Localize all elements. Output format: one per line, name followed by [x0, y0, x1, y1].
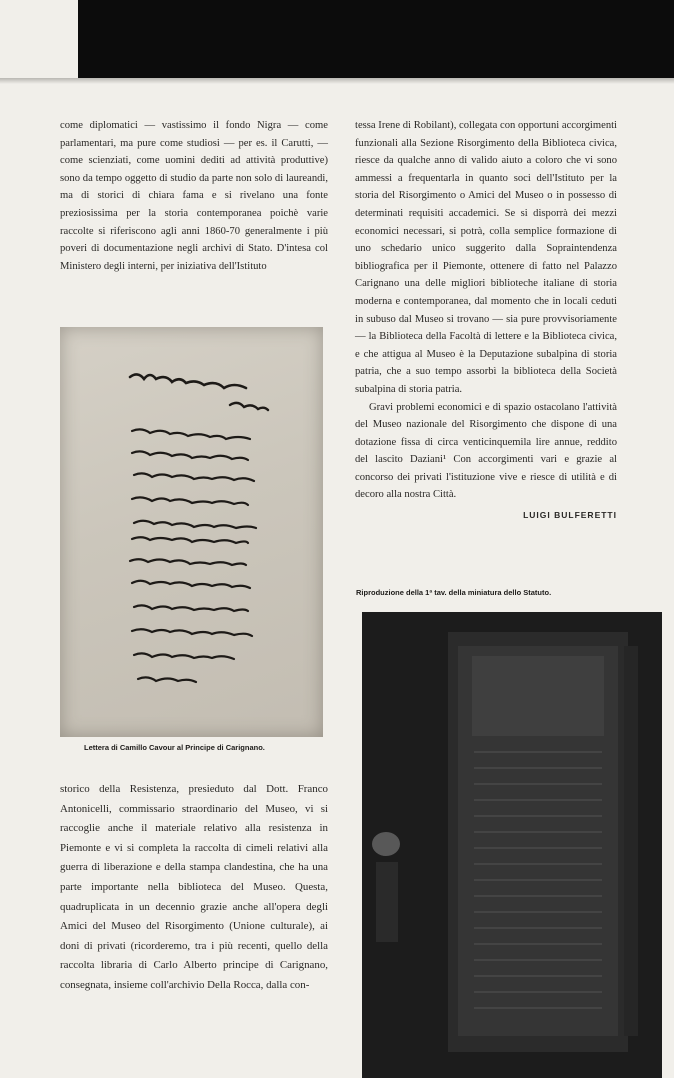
top-dark-band — [78, 0, 674, 78]
page-edge-shadow — [0, 78, 674, 84]
left-column-top-text: come diplomatici — vastissimo il fondo Nigra — come parlamentari, ma pure come studiosi — per es. il Carutti, — come scienziati, come uomini dediti ad attività produttive) sono da tempo oggetto di studio da parte non solo di laureandi, ma di storici di chiara fama e si rivelano una fonte preziosissima per la storia contemporanea poichè varie raccolte si riferiscono agli anni 1860-70 generalmente i più poveri di documentazione negli archivi di Stato. D'intesa col Ministero degli interni, per iniziativa dell'Istituto — [60, 120, 328, 272]
author-signature: LUIGI BULFERETTI — [523, 510, 617, 521]
left-column-top — [60, 117, 328, 275]
miniature-caption: Riproduzione della 1ª tav. della miniatura dello Statuto. — [356, 588, 552, 597]
left-column-bottom — [60, 780, 328, 996]
statuto-miniature-photo — [362, 612, 662, 1078]
right-column-paragraph-2: Gravi problemi economici e di spazio ostacolano l'attività del Museo nazionale del Risorgimento che dispone di una dotazione fissa di circa venticinquemila lire annue, reddito del lascito Daziani¹ Con accorgimenti vari e grazie al concorso dei privati l'istituzione vive e riesce di utilità e di decoro alla nostra Città. — [355, 401, 617, 501]
right-column — [355, 117, 617, 520]
handwriting-strokes — [60, 327, 323, 737]
letter-caption: Lettera di Camillo Cavour al Principe di Carignano. — [84, 743, 265, 752]
miniature-image — [362, 612, 662, 1078]
cavour-letter-photo — [60, 327, 323, 737]
left-column-bottom-text: storico della Resistenza, presieduto dal Dott. Franco Antonicelli, commissario straordinario del Museo, vi si raccoglie anche il materiale relativo alla resistenza in Piemonte e vi si completa la raccolta di cimeli relativi alla guerra di liberazione e della stampa clandestina, che ha una parte importante nella biblioteca del Museo. Questa, quadruplicata in un decennio grazie anche all'opera degli Amici del Museo del Risorgimento (Unione culturale), ai doni di privati (ricorderemo, tra i più recenti, quello della raccolta libraria di Carlo Alberto principe di Carignano, consegnata, insieme coll'archivio Della Rocca, dalla con- — [60, 783, 328, 991]
right-column-paragraph-1: tessa Irene di Robilant), collegata con opportuni accorgimenti funzionali alla Sezione Risorgimento della Biblioteca civica, riesce da qualche anno di valido aiuto a coloro che vi sono ammessi a frequentarla in quanto soci dell'Istituto per la storia del Risorgimento o Amici del Museo o in possesso di determinati requisiti accademici. Se si disporrà dei mezzi economici necessari, si potrà, colla semplice formazione di uno schedario unico suggerito dalla Sopraintendenza bibliografica per il Piemonte, ottenere di fatto nel Palazzo Carignano una delle migliori biblioteche italiane di storia moderna e contemporanea, dal momento che in locali ceduti in subuso dal Museo si trovano — sia pure provvisoriamente — la Biblioteca della Facoltà di lettere e la Biblioteca civica, e che attigua al Museo è la Deputazione subalpina di storia patria, che a suo tempo assorbì la biblioteca della Società subalpina di storia patria. — [355, 120, 617, 395]
